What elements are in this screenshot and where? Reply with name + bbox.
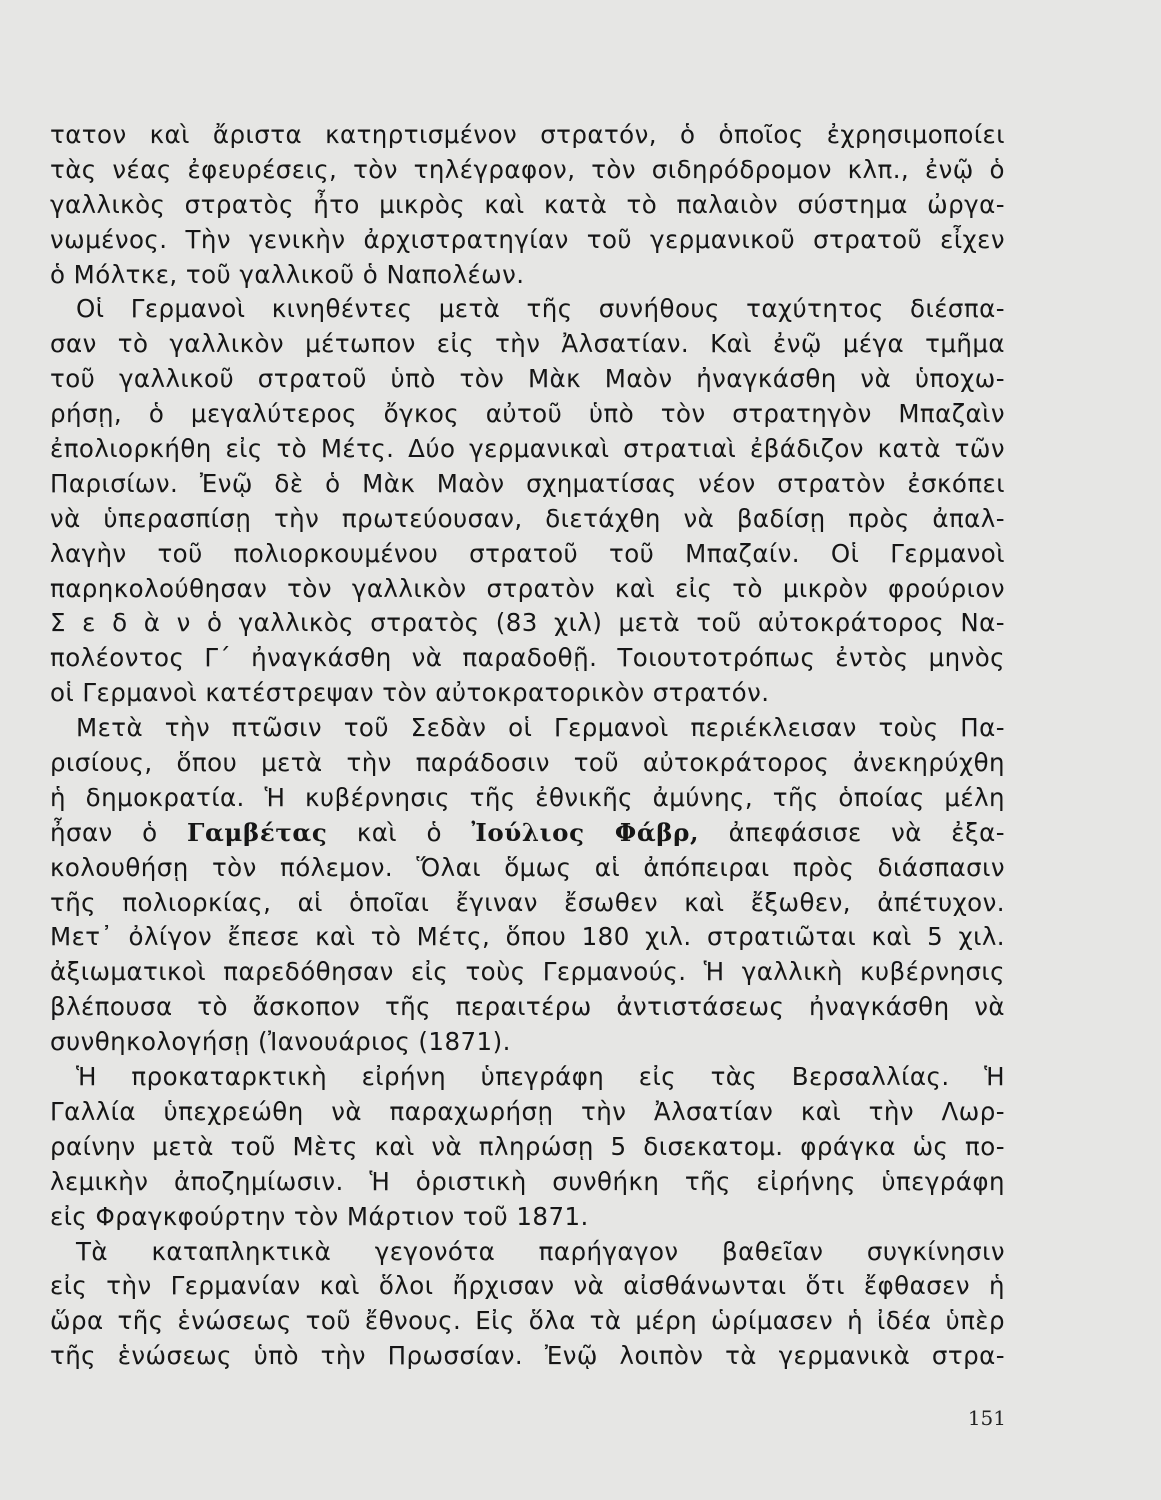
text-line: τὰς νέας ἐφευρέσεις, τὸν τηλέγραφον, τὸν σιδηρόδρομον κλπ., ἐνῷ ὁ bbox=[50, 154, 1005, 184]
text-line: Τὰ καταπληκτικὰ γεγονότα παρήγαγον βαθεῖαν συγκίνησιν bbox=[76, 1236, 1005, 1266]
person-name-gambetta: Γαμβέτας bbox=[186, 817, 328, 847]
text-line: τῆς πολιορκίας, αἱ ὁποῖαι ἔγιναν ἔσωθεν καὶ ἔξωθεν, ἀπέτυχον. bbox=[50, 887, 1005, 917]
text-line: Παρισίων. Ἐνῷ δὲ ὁ Μὰκ Μαὸν σχηματίσας νέον στρατὸν ἐσκόπει bbox=[50, 468, 1005, 498]
text-line: ἀξιωματικοὶ παρεδόθησαν εἰς τοὺς Γερμανούς. Ἡ γαλλικὴ κυβέρνησις bbox=[50, 957, 1005, 987]
text-line: ρισίους, ὅπου μετὰ τὴν παράδοσιν τοῦ αὐτοκράτορος ἀνεκηρύχθη bbox=[50, 748, 1005, 778]
text-line: πολέοντος Γ΄ ἠναγκάσθη νὰ παραδοθῇ. Τοιουτοτρόπως ἐντὸς μηνὸς bbox=[50, 643, 1005, 673]
text-line-with-names bbox=[50, 816, 1005, 851]
text-line: Οἱ Γερμανοὶ κινηθέντες μετὰ τῆς συνήθους ταχύτητος διέσπα- bbox=[76, 294, 1005, 324]
page-number: 151 bbox=[967, 1406, 1006, 1430]
text-line: παρηκολούθησαν τὸν γαλλικὸν στρατὸν καὶ εἰς τὸ μικρὸν φρούριον bbox=[50, 573, 1005, 603]
text-line: λεμικὴν ἀποζημίωσιν. Ἡ ὁριστικὴ συνθήκη τῆς εἰρήνης ὑπεγράφη bbox=[50, 1166, 1005, 1196]
text-line: ὥρα τῆς ἑνώσεως τοῦ ἔθνους. Εἰς ὅλα τὰ μέρη ὡρίμασεν ἡ ἰδέα ὑπὲρ bbox=[50, 1306, 1005, 1336]
text-line: Σ ε δ ὰ ν ὁ γαλλικὸς στρατὸς (83 χιλ) μετὰ τοῦ αὐτοκράτορος Να- bbox=[50, 608, 1005, 638]
text-line: Ἡ προκαταρκτικὴ εἰρήνη ὑπεγράφη εἰς τὰς Βερσαλλίας. Ἡ bbox=[76, 1062, 1005, 1092]
text-fragment: καὶ ὁ bbox=[327, 817, 472, 847]
text-line: εἰς τὴν Γερμανίαν καὶ ὅλοι ἤρχισαν νὰ αἰσθάνωνται ὅτι ἔφθασεν ἡ bbox=[50, 1271, 1005, 1301]
text-line: τῆς ἑνώσεως ὑπὸ τὴν Πρωσσίαν. Ἐνῷ λοιπὸν τὰ γερμανικὰ στρα- bbox=[50, 1341, 1005, 1371]
text-line: οἱ Γερμανοὶ κατέστρεψαν τὸν αὐτοκρατορικὸν στρατόν. bbox=[50, 678, 770, 708]
person-name-favre: Ἰούλιος Φάβρ, bbox=[471, 817, 700, 847]
text-line: νωμένος. Τὴν γενικὴν ἀρχιστρατηγίαν τοῦ γερμανικοῦ στρατοῦ εἶχεν bbox=[50, 224, 1005, 254]
text-line: ρήσῃ, ὁ μεγαλύτερος ὄγκος αὐτοῦ ὑπὸ τὸν στρατηγὸν Μπαζαὶν bbox=[50, 399, 1005, 429]
text-line: Μετ᾿ ὀλίγον ἔπεσε καὶ τὸ Μέτς, ὅπου 180 χιλ. στρατιῶται καὶ 5 χιλ. bbox=[50, 922, 1005, 952]
body-text bbox=[50, 118, 1005, 1374]
text-line: ραίνην μετὰ τοῦ Μὲτς καὶ νὰ πληρώσῃ 5 δισεκατομ. φράγκα ὡς πο- bbox=[50, 1131, 1005, 1161]
text-line: βλέπουσα τὸ ἄσκοπον τῆς περαιτέρω ἀντιστάσεως ἠναγκάσθη νὰ bbox=[50, 992, 1005, 1022]
text-fragment: ἀπεφάσισε νὰ ἐξα- bbox=[699, 817, 1005, 847]
text-line: λαγὴν τοῦ πολιορκουμένου στρατοῦ τοῦ Μπαζαίν. Οἱ Γερμανοὶ bbox=[50, 538, 1005, 568]
text-line: εἰς Φραγκφούρτην τὸν Μάρτιον τοῦ 1871. bbox=[50, 1201, 589, 1231]
text-line: τατον καὶ ἄριστα κατηρτισμένον στρατόν, ὁ ὁποῖος ἐχρησιμοποίει bbox=[50, 120, 1005, 149]
text-line: συνθηκολογήσῃ (Ἰανουάριος (1871). bbox=[50, 1027, 511, 1057]
text-line: γαλλικὸς στρατὸς ἦτο μικρὸς καὶ κατὰ τὸ παλαιὸν σύστημα ὠργα- bbox=[50, 189, 1005, 219]
text-line: ὁ Μόλτκε, τοῦ γαλλικοῦ ὁ Ναπολέων. bbox=[50, 259, 525, 289]
text-line: τοῦ γαλλικοῦ στρατοῦ ὑπὸ τὸν Μὰκ Μαὸν ἠναγκάσθη νὰ ὑποχω- bbox=[50, 364, 1005, 394]
text-line: Γαλλία ὑπεχρεώθη νὰ παραχωρήσῃ τὴν Ἀλσατίαν καὶ τὴν Λωρ- bbox=[50, 1096, 1005, 1126]
text-line: σαν τὸ γαλλικὸν μέτωπον εἰς τὴν Ἀλσατίαν. Καὶ ἐνῷ μέγα τμῆμα bbox=[50, 329, 1005, 359]
text-line: Μετὰ τὴν πτῶσιν τοῦ Σεδὰν οἱ Γερμανοὶ περιέκλεισαν τοὺς Πα- bbox=[76, 713, 1005, 743]
text-fragment: ἦσαν ὁ bbox=[50, 817, 187, 847]
text-line: νὰ ὑπερασπίσῃ τὴν πρωτεύουσαν, διετάχθη νὰ βαδίσῃ πρὸς ἀπαλ- bbox=[50, 503, 1005, 533]
text-line: ἡ δημοκρατία. Ἡ κυβέρνησις τῆς ἐθνικῆς ἀμύνης, τῆς ὁποίας μέλη bbox=[50, 782, 1005, 812]
text-line: ἐπολιορκήθη εἰς τὸ Μέτς. Δύο γερμανικαὶ στρατιαὶ ἐβάδιζον κατὰ τῶν bbox=[50, 434, 1005, 464]
text-line: κολουθήσῃ τὸν πόλεμον. Ὅλαι ὅμως αἱ ἀπόπειραι πρὸς διάσπασιν bbox=[50, 852, 1005, 882]
